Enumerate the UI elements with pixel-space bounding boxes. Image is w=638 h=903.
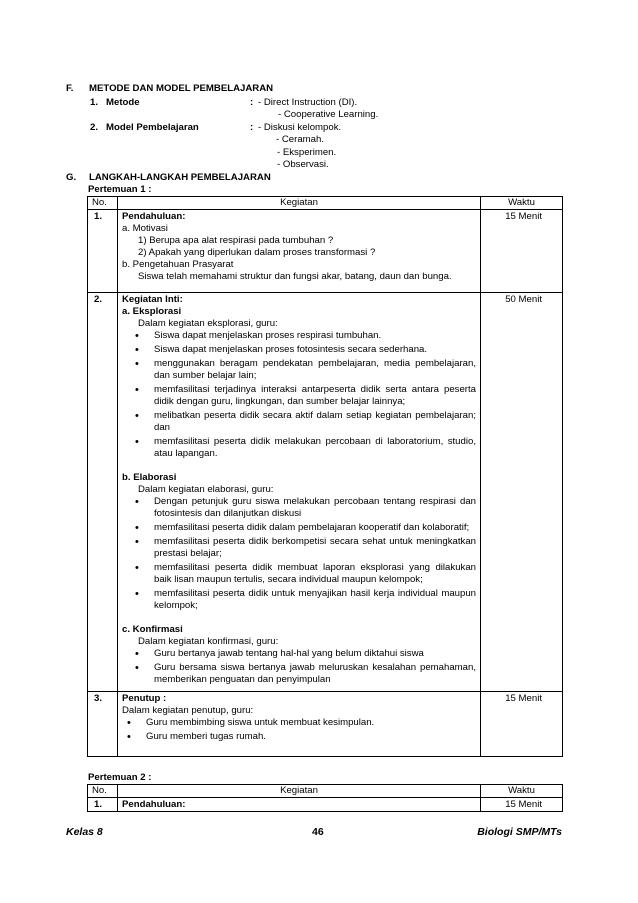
footer-class: Kelas 8 [66,826,103,838]
konfirmasi-list: • Guru bertanya jawab tentang hal-hal yang belum diktahui siswa • Guru bersama siswa bertanya jawab meluruskan kesalahan pemahaman, memberikan penguatan dan penyimpulan [122,648,476,686]
pertemuan-1-table [87,196,563,757]
table-header: No. Kegiatan Waktu [88,785,563,798]
pertemuan-2-table [87,784,563,812]
footer-subject: Biologi SMP/MTs [477,826,562,838]
elaborasi-list: • Dengan petunjuk guru siswa melakukan percobaan tentang respirasi dan fotosintesis dan dilanjutkan diskusi • memfasilitasi peserta didik dalam pembelajaran kooperatif dan kolaboratif; • memfasilitasi peserta didik berkompetisi secara sehat untuk meningkatkan prestasi belajar; • memfasilitasi peserta didik membuat laporan eksplorasi yang dilakukan baik lisan maupun tertulis, secara individual maupun kelompok; • memfasilitasi peserta didik untuk menyajikan hasil kerja individual maupun kelompok; [122,496,476,612]
metode-row-2: - Cooperative Learning. [278,109,379,121]
table-header: No. Kegiatan Waktu [88,197,563,210]
eksplorasi-list: • Siswa dapat menjelaskan proses respirasi tumbuhan. • Siswa dapat menjelaskan proses fotosintesis secara sederhana. • menggunakan beragam pendekatan pembelajaran, media pembelajaran, dan sumber belajar lain; • memfasilitasi terjadinya interaksi antarpeserta didik serta antara peserta didik dengan guru, lingkungan, dan sumber belajar lainnya; • melibatkan peserta didik secara aktif dalam setiap kegiatan pembelajaran; dan • memfasilitasi peserta didik melakukan percobaan di laboratorium, studio, atau lapangan. [122,330,476,460]
table-row: 1. Pendahuluan: 15 Menit [88,797,563,812]
pertemuan-1-label: Pertemuan 1 : [88,184,152,195]
table-row: 1. Pendahuluan: a. Motivasi 1) Berupa apa alat respirasi pada tumbuhan ? 2) Apakah yang diperlukan dalam proses transformasi ? b. Pengetahuan Prasyarat Siswa telah memahami struktur dan fungsi akar, batang, daun dan bunga. 15 Menit [88,209,563,292]
metode-row: 1. Metode : - Direct Instruction (DI). [90,96,358,108]
section-metode: F. METODE DAN MODEL PEMBELAJARAN 1. Metode : - Direct Instruction (DI). - Cooperative Learning. 2. Model Pembelajaran : - Diskusi kelompok. - Ceramah. - Eksperimen. - Observasi. [66,83,566,172]
page-number: 46 [312,826,324,838]
pertemuan-2-label: Pertemuan 2 : [88,772,152,783]
model-row: 2. Model Pembelajaran : - Diskusi kelompok. [90,121,342,133]
section-g-heading: G. LANGKAH-LANGKAH PEMBELAJARAN [66,172,271,183]
table-row: 2. Kegiatan Inti: a. Eksplorasi Dalam kegiatan eksplorasi, guru: • Siswa dapat menjelaskan proses respirasi tumbuhan. • Siswa dapat menjelaskan proses fotosintesis secara sederhana. • menggunakan beragam pendekatan pembelajaran, media pembelajaran, dan sumber belajar lain; • memfasilitasi terjadinya interaksi antarpeserta didik serta antara peserta didik dengan guru, lingkungan, dan sumber belajar lainnya; • melibatkan peserta didik secara aktif dalam setiap kegiatan pembelajaran; dan • memfasilitasi peserta didik melakukan percobaan di laboratorium, studio, atau lapangan. b. Elaborasi Dalam kegiatan elaborasi, guru: • Dengan petunjuk guru siswa melakukan percobaan tentang respirasi dan fotosintesis dan dilanjutkan diskusi • memfasilitasi peserta didik dalam pembelajaran kooperatif dan kolaboratif; • memfasilitasi peserta didik berkompetisi secara sehat untuk meningkatkan prestasi belajar; • memfasilitasi peserta didik membuat laporan eksplorasi yang dilakukan baik lisan maupun tertulis, secara individual maupun kelompok; • memfasilitasi peserta didik untuk menyajikan hasil kerja individual maupun kelompok; c. Konfirmasi Dalam kegiatan konfirmasi, guru: • Guru bertanya jawab tentang hal-hal yang belum diktahui siswa • Guru bersama siswa bertanya jawab meluruskan kesalahan pemahaman, memberikan penguatan dan penyimpulan 50 Menit [88,292,563,691]
metode-value-1: - Direct Instruction (DI). [258,96,358,108]
section-langkah [66,172,566,184]
penutup-list: • Guru membimbing siswa untuk membuat kesimpulan. • Guru memberi tugas rumah. [122,717,476,743]
table-row: 3. Penutup : Dalam kegiatan penutup, guru: • Guru membimbing siswa untuk membuat kesimpulan. • Guru memberi tugas rumah. 15 Menit [88,691,563,756]
section-f-heading: F. METODE DAN MODEL PEMBELAJARAN [66,83,274,94]
